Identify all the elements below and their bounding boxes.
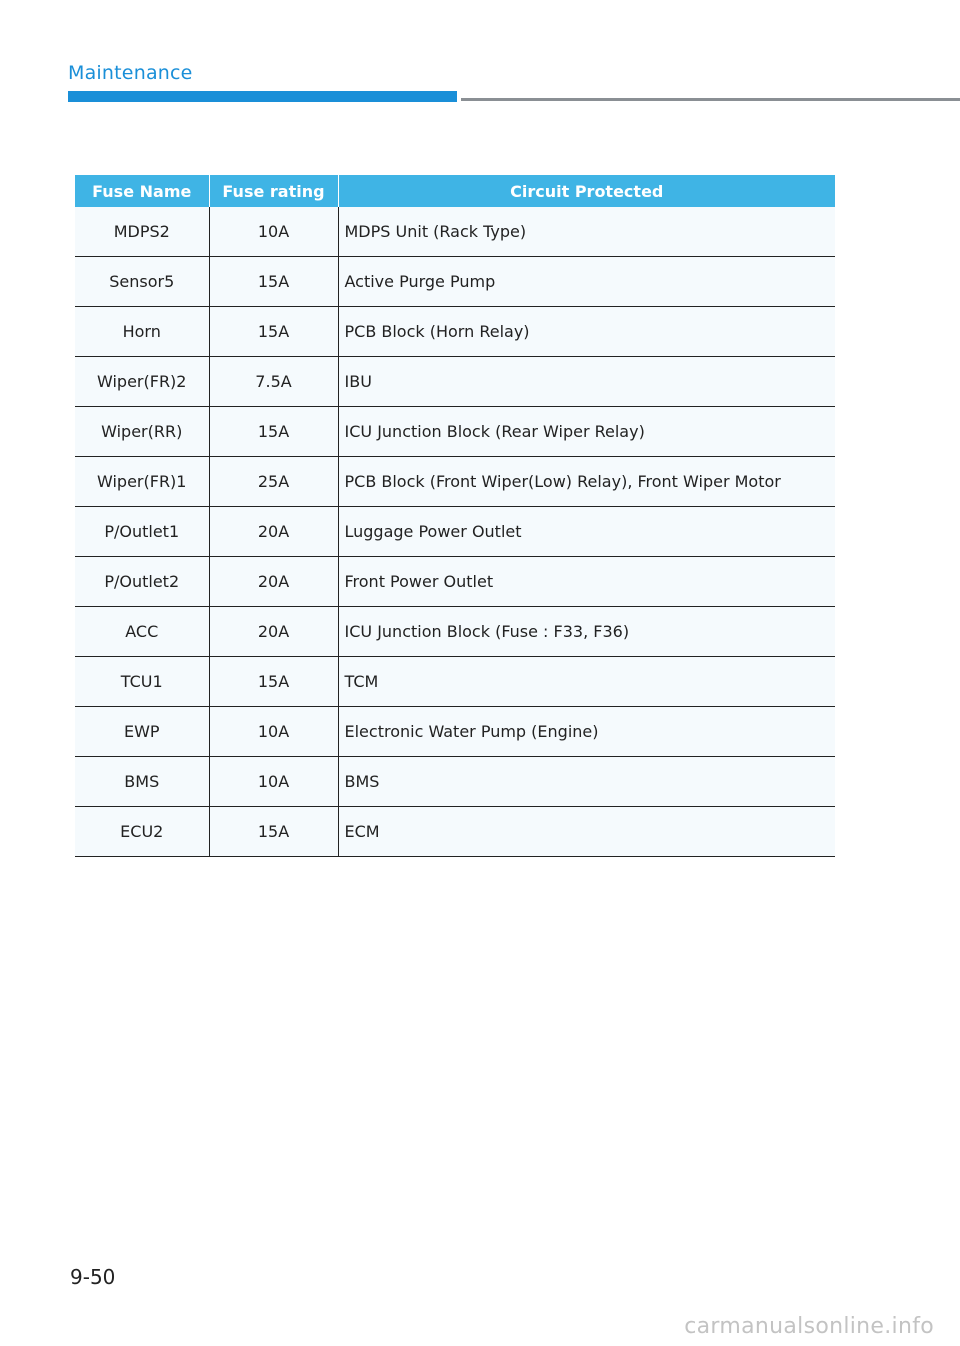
fuse-rating-cell: 15A — [209, 407, 338, 457]
fuse-name-cell: Horn — [75, 307, 209, 357]
fuse-rating-cell: 20A — [209, 557, 338, 607]
table-row — [75, 357, 835, 407]
circuit-protected-cell: ICU Junction Block (Fuse : F33, F36) — [338, 607, 835, 657]
table-row — [75, 407, 835, 457]
fuse-rating-cell: 15A — [209, 257, 338, 307]
fuse-rating-cell: 10A — [209, 757, 338, 807]
table-header-row — [75, 175, 835, 207]
table-row — [75, 507, 835, 557]
section-title: Maintenance — [68, 62, 193, 84]
fuse-rating-cell: 25A — [209, 457, 338, 507]
table-row — [75, 657, 835, 707]
fuse-name-cell: ECU2 — [75, 807, 209, 857]
circuit-protected-cell: BMS — [338, 757, 835, 807]
table-row — [75, 457, 835, 507]
circuit-protected-cell: IBU — [338, 357, 835, 407]
table-row — [75, 307, 835, 357]
column-header-circuit-protected: Circuit Protected — [338, 175, 835, 207]
fuse-rating-cell: 10A — [209, 707, 338, 757]
table-row — [75, 557, 835, 607]
fuse-rating-cell: 15A — [209, 307, 338, 357]
circuit-protected-cell: MDPS Unit (Rack Type) — [338, 207, 835, 257]
header-rule-gray — [461, 98, 960, 101]
circuit-protected-cell: ICU Junction Block (Rear Wiper Relay) — [338, 407, 835, 457]
table-row — [75, 707, 835, 757]
circuit-protected-cell: Luggage Power Outlet — [338, 507, 835, 557]
fuse-rating-cell: 20A — [209, 607, 338, 657]
fuse-name-cell: TCU1 — [75, 657, 209, 707]
circuit-protected-cell: Active Purge Pump — [338, 257, 835, 307]
circuit-protected-cell: Front Power Outlet — [338, 557, 835, 607]
fuse-rating-cell: 20A — [209, 507, 338, 557]
fuse-name-cell: P/Outlet1 — [75, 507, 209, 557]
fuse-name-cell: BMS — [75, 757, 209, 807]
fuse-rating-cell: 15A — [209, 657, 338, 707]
circuit-protected-cell: Electronic Water Pump (Engine) — [338, 707, 835, 757]
circuit-protected-cell: PCB Block (Front Wiper(Low) Relay), Front Wiper Motor — [338, 457, 835, 507]
circuit-protected-cell: PCB Block (Horn Relay) — [338, 307, 835, 357]
fuse-table — [75, 175, 835, 857]
fuse-name-cell: Wiper(FR)1 — [75, 457, 209, 507]
fuse-name-cell: P/Outlet2 — [75, 557, 209, 607]
column-header-fuse-name: Fuse Name — [75, 175, 209, 207]
fuse-rating-cell: 7.5A — [209, 357, 338, 407]
fuse-name-cell: ACC — [75, 607, 209, 657]
page-number: 9-50 — [70, 1265, 116, 1289]
circuit-protected-cell: TCM — [338, 657, 835, 707]
table-row — [75, 757, 835, 807]
table-row — [75, 607, 835, 657]
fuse-name-cell: MDPS2 — [75, 207, 209, 257]
fuse-name-cell: Sensor5 — [75, 257, 209, 307]
fuse-rating-cell: 15A — [209, 807, 338, 857]
table-row — [75, 257, 835, 307]
fuse-name-cell: Wiper(RR) — [75, 407, 209, 457]
fuse-name-cell: Wiper(FR)2 — [75, 357, 209, 407]
fuse-rating-cell: 10A — [209, 207, 338, 257]
header-rule-blue — [68, 91, 457, 102]
table-row — [75, 207, 835, 257]
circuit-protected-cell: ECM — [338, 807, 835, 857]
fuse-name-cell: EWP — [75, 707, 209, 757]
column-header-fuse-rating: Fuse rating — [209, 175, 338, 207]
watermark: carmanualsonline.info — [684, 1314, 934, 1339]
table-row — [75, 807, 835, 857]
